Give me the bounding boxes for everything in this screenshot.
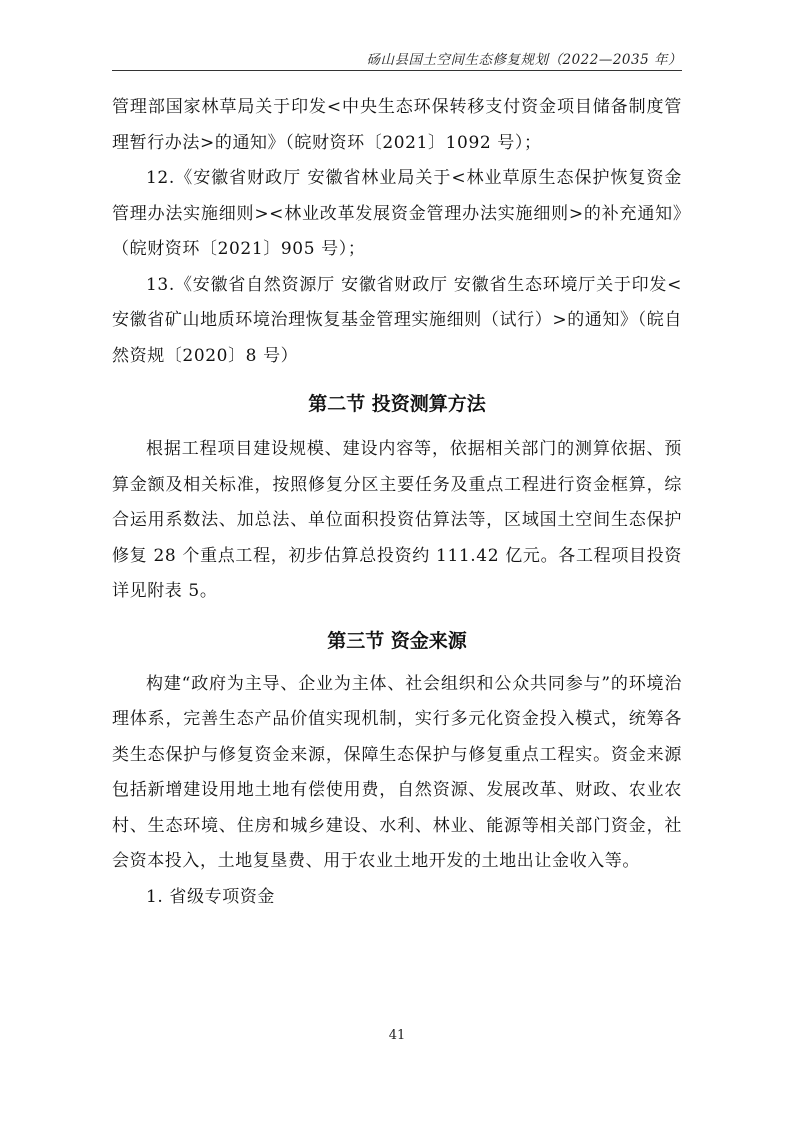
page-body <box>112 90 682 915</box>
paragraph-funding-source: 构建“政府为主导、企业为主体、社会组织和公众共同参与”的环境治理体系，完善生态产品价值实现机制，实行多元化资金投入模式，统筹各类生态保护与修复资金来源，保障生态保护与修复重点工程实。资金来源包括新增建设用地土地有偿使用费，自然资源、发展改革、财政、农业农村、生态环境、住房和城乡建设、水利、林业、能源等相关部门资金，社会资本投入，土地复垦费、用于农业土地开发的土地出让金收入等。 <box>112 673 682 871</box>
paragraph-item-13: 13.《安徽省自然资源厅 安徽省财政厅 安徽省生态环境厅关于印发<安徽省矿山地质环境治理恢复基金管理实施细则（试行）>的通知》（皖自然资规〔2020〕8 号） <box>112 274 682 366</box>
running-header-title: 砀山县国土空间生态修复规划（2022—2035 年） <box>366 52 682 68</box>
paragraph-continued: 管理部国家林草局关于印发<中央生态环保转移支付资金项目储备制度管理暂行办法>的通知》（皖财资环〔2021〕1092 号）； <box>112 97 682 153</box>
page-number: 41 <box>388 1028 406 1043</box>
paragraph-item-12: 12.《安徽省财政厅 安徽省林业局关于<林业草原生态保护恢复资金管理办法实施细则><林业改革发展资金管理办法实施细则>的补充通知》（皖财资环〔2021〕905 号）； <box>112 168 682 259</box>
section-heading-funding-source: 第三节 资金来源 <box>327 629 467 652</box>
list-item-provincial-funds: 1. 省级专项资金 <box>146 886 276 907</box>
section-heading-investment-method: 第二节 投资测算方法 <box>308 393 486 415</box>
header-divider <box>112 70 682 71</box>
paragraph-investment-method: 根据工程项目建设规模、建设内容等，依据相关部门的测算依据、预算金额及相关标准，按照修复分区主要任务及重点工程进行资金框算，综合运用系数法、加总法、单位面积投资估算法等，区域国土空间生态保护修复 28 个重点工程，初步估算总投资约 111.42 亿元。各工程项目投资详见附表 5。 <box>112 439 682 601</box>
